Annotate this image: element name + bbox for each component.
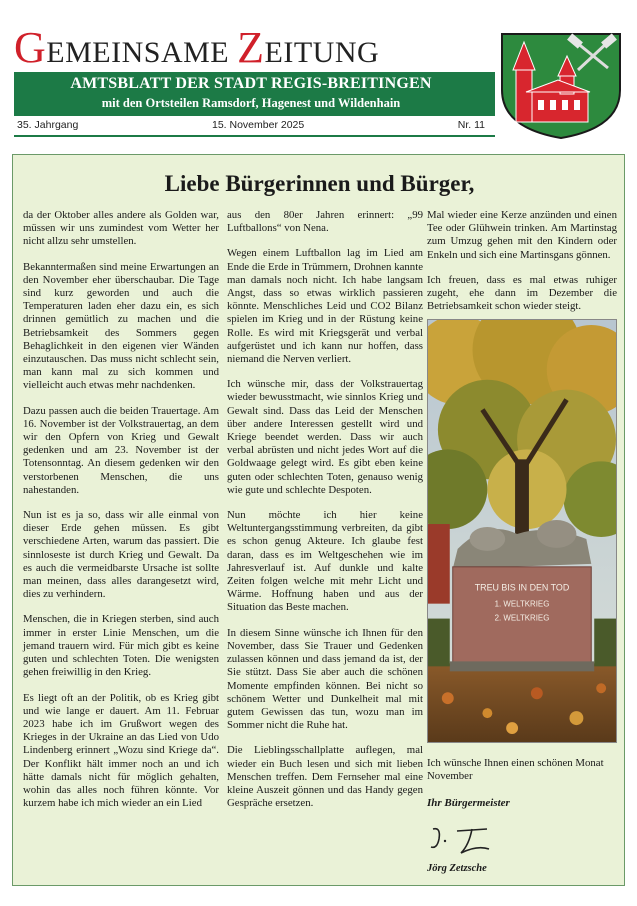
article-column-2	[227, 209, 423, 822]
issue-number: Nr. 11	[457, 119, 485, 131]
paragraph: Dazu passen auch die beiden Trauertage. Am 16. November ist der Volkstrauertag, an dem wir den Opfern von Krieg und Gewalt gedenken und am 23. November ist der Totensonntag. An diesem gedenken wir den verstorbenen Menschen, die uns nahestanden.	[23, 404, 219, 496]
title-initial-g: G	[14, 23, 47, 72]
town-coat-of-arms-icon	[498, 32, 624, 140]
paragraph: Nun möchte ich hier keine Weltuntergangsstimmung verbreiten, da gibt es schon genug Akteure. Ich glaube fest daran, dass es im Weltgeschehen wie im Jahresverlauf ist. Auf dunkle und kalte Zeiten folgen welche mit mehr Licht und Wärme. Hoffnung haben und aus der Situation das Beste machen.	[227, 509, 423, 614]
issue-date: 15. November 2025	[212, 119, 305, 131]
article-column-3	[427, 209, 617, 325]
paragraph: Menschen, die in Kriegen sterben, sind auch immer in erster Linie Menschen, um die jemand trauern wird. Für mich gibt es keine guten und schlechten Toten. Die wenigsten gehen freiwillig in den Krieg.	[23, 613, 219, 679]
masthead-districts: mit den Ortsteilen Ramsdorf, Hagenest und Wildenhain	[101, 96, 401, 110]
war-memorial-photo	[427, 319, 617, 743]
issue-volume: 35. Jahrgang	[17, 119, 79, 131]
paragraph: Ich freuen, dass es mal etwas ruhiger zugeht, ehe dann im Dezember die Betriebsamkeit schon wieder steigt.	[427, 273, 617, 313]
memorial-inscription-line: 1. WELTKRIEG	[494, 599, 550, 609]
paragraph: Es liegt oft an der Politik, ob es Krieg gibt und wie lange er dauert. Am 11. Februar 2023 habe ich im Grußwort wegen des Krieges in der Ukraine an das Lied von Udo Lindenberg erinnert „Wozu sind Kriege da“. Der Konflikt hält immer noch an und ich hätte damals nicht für möglich gehalten, wohin das alles noch führen könnte. Vor kurzem habe ich mich wieder an ein Lied	[23, 691, 219, 810]
masthead-subtitle: AMTSBLATT DER STADT REGIS-BREITINGEN	[70, 75, 432, 92]
masthead-divider	[14, 135, 495, 137]
memorial-inscription-line: 2. WELTKRIEG	[494, 613, 550, 623]
title-initial-z: Z	[237, 23, 265, 72]
paragraph: Ich wünsche mir, dass der Volkstrauertag wieder bewusstmacht, wie sinnlos Krieg und Gewalt sind. Dass das Leid der Menschen über andere Interessen gestellt wird und Kriege beendet werden. Dass wir auch verbal abrüsten und nicht jedes Wort auf die Goldwaage gelegt wird. Es gibt eben keine guten oder schlechten Toten, genauso wenig wie gute und schlechte Despoten.	[227, 378, 423, 496]
article-column-1	[23, 209, 219, 822]
closing-title: Ihr Bürgermeister	[427, 797, 510, 809]
mayor-letter-article	[12, 154, 625, 886]
paragraph: Die Lieblingsschallplatte auflegen, mal wieder ein Buch lesen und sich mit lieben Menschen treffen. Dem Fernseher mal eine kleine Auszeit gönnen und das Handy gegen Gespräche ersetzen.	[227, 744, 423, 810]
closing-wish: Ich wünsche Ihnen einen schönen Monat November	[427, 757, 604, 783]
title-word-zeitung: EITUNG	[264, 36, 380, 69]
paragraph: Nun ist es ja so, dass wir alle einmal von dieser Erde gehen müssen. Es gibt verschiedene Arten, warum das passiert. Die sinnloseste ist durch Krieg und Gewalt. Da es auch die vermeidbarste Ursache ist sollte man meinen, dass alles darangesetzt wird, dies zu verhindern.	[23, 509, 219, 601]
article-headline: Liebe Bürgerinnen und Bürger,	[164, 171, 475, 196]
paragraph: In diesem Sinne wünsche ich Ihnen für den November, dass Sie Trauer und Gedenken zulassen können und dass jemand da ist, der Sie stützt. Dass Sie aber auch die schönen Momente empfinden können. Bei nicht so schönem Wetter und Dunkelheit mal mit gutem Gewissen das tun, wozu man im Sommer nicht die Ruhe hat.	[227, 626, 423, 732]
memorial-inscription-line: TREU BIS IN DEN TOD	[474, 582, 570, 593]
paragraph: Mal wieder eine Kerze anzünden und einen Tee oder Glühwein trinken. Am Martinstag zum Umzug gehen mit den Kindern oder Enkeln und sich eine Martinsgans gönnen.	[427, 209, 617, 261]
newspaper-title	[14, 23, 380, 72]
handwritten-signature	[427, 819, 517, 859]
paragraph: aus den 80er Jahren erinnert: „99 Luftballons“ von Nena.	[227, 209, 423, 235]
issue-info-bar	[14, 118, 495, 134]
paragraph: Bekanntermaßen sind meine Erwartungen an den November eher überschaubar. Die Tage sind kurz geworden und auch die Temperaturen laden eher dazu ein, es sich drinnen gemütlich zu machen und die Betriebsamkeit des Sommers gegen Behaglichkeit in den eigenen vier Wänden einzutauschen. Das muss nicht schlecht sein, man kann mal zu sich kommen und vielleicht auch etwas mehr nachdenken.	[23, 260, 219, 392]
paragraph: da der Oktober alles andere als Golden war, müssen wir uns zumindest vom Wetter her nicht allzu sehr umstellen.	[23, 209, 219, 248]
signer-name: Jörg Zetzsche	[427, 863, 487, 874]
title-word-gemeinsame: EMEINSAME	[46, 36, 230, 69]
paragraph: Wegen einem Luftballon lag im Lied am Ende die Erde in Trümmern, Drohnen kannte man damals noch nicht. Ich habe langsam Angst, dass so etwas wirklich passieren könnte. Menschliches Leid und CO2 Bilanz spielen im Krieg und in der Rüstung keine Rolle. Es wird mit Kriegsgerät und verbal aufgerüstet und ich kann nur hoffen, dass niemand die Nerven verliert.	[227, 247, 423, 366]
